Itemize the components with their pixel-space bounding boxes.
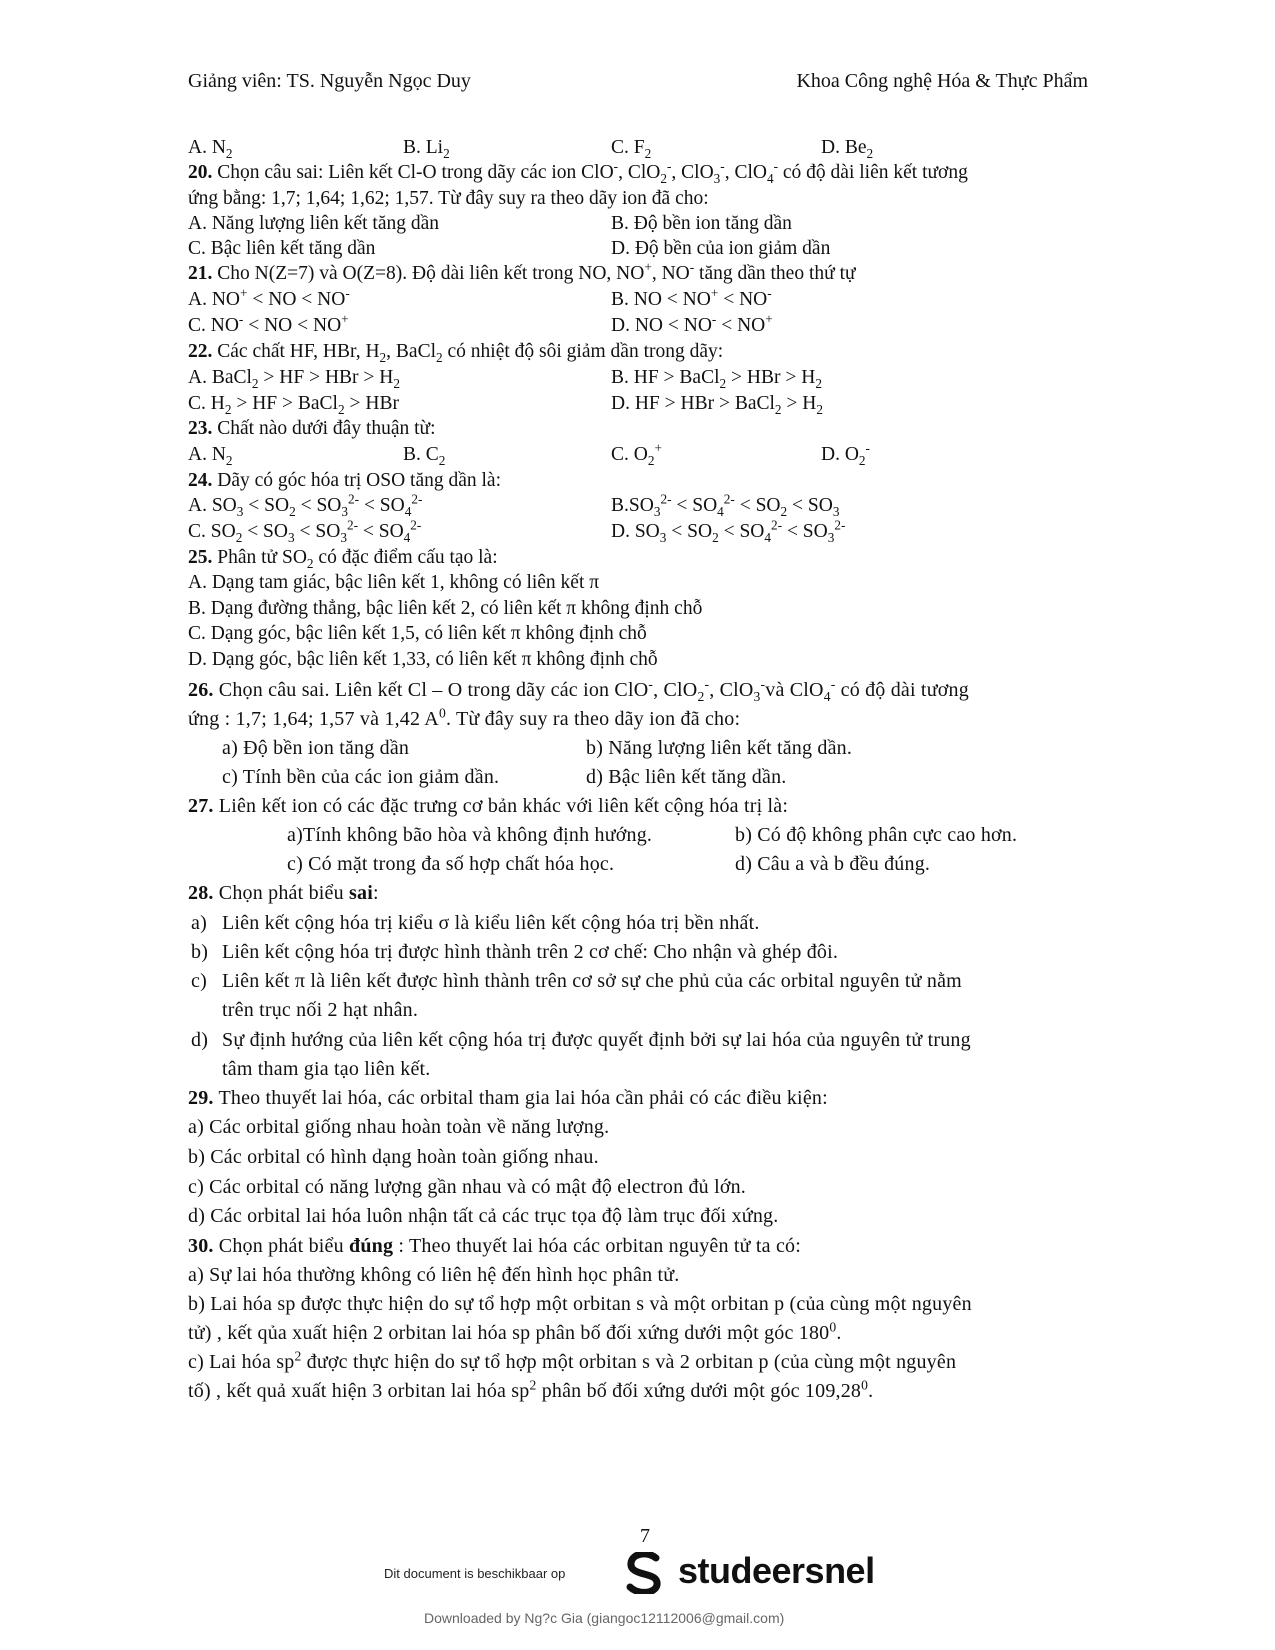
q20-question: 20. Chọn câu sai: Liên kết Cl-O trong dãy các ion ClO-, ClO$_2$-, ClO$_3$-, ClO$_4$- có độ dài liên kết tương [188,158,968,186]
q20-option-d: D. Độ bền của ion giảm dần [611,238,831,259]
q28-item-marker: a) [191,912,207,934]
q23-option-a: A. $N_2$ [188,444,233,468]
q21-question: 21. Cho N(Z=7) và O(Z=8). Độ dài liên kết trong NO, NO+, NO- tăng dần theo thứ tự [188,259,856,284]
q24-question: 24. Dãy có góc hóa trị OSO tăng dần là: [188,470,502,491]
q20-question-line2: ứng bằng: 1,7; 1,64; 1,62; 1,57. Từ đây suy ra theo dãy ion đã cho: [188,188,709,209]
q22-option-b: B. HF > BaCl$_2$ > HBr > $H_2$ [611,367,822,391]
q24-option-b: $B.SO_3^{2-} < SO_4^{2-} < SO_2 < SO_3$ [611,491,840,519]
q28-item-d: Sự định hướng của liên kết cộng hóa trị được quyết định bởi sự lai hóa của nguyên tử trung [222,1029,971,1051]
studeersnel-brand-link[interactable]: studeersnel [678,1550,875,1591]
q24-option-a: A. $SO_3 < SO_2 < SO_3^{2-} < SO_4^{2-}$ [188,491,423,519]
q26-option-d: d) Bậc liên kết tăng dần. [586,766,787,788]
footer-availability-label: Dit document is beschikbaar op [384,1566,566,1581]
q30-option-a: a) Sự lai hóa thường không có liên hệ đến hình học phân tử. [188,1264,680,1286]
q23-option-d: D. $O_2^-$ [821,440,870,468]
studeersnel-logo-icon[interactable] [626,1552,662,1594]
q21-option-c: C. NO- < NO < NO+ [188,311,349,336]
q28-item-marker: d) [191,1029,209,1051]
q30-option-c-line2: tố) , kết quả xuất hiện 3 orbitan lai hóa $sp^2$ phân bố đối xứng dưới một góc 109,28$^0$. [188,1377,874,1402]
q25-option-a: A. Dạng tam giác, bậc liên kết 1, không có liên kết π [188,572,600,593]
q28-item-c-line2: trên trục nối 2 hạt nhân. [222,999,419,1021]
q30-option-b: b) Lai hóa sp được thực hiện do sự tổ hợp một orbitan s và một orbitan p (của cùng một nguyên [188,1293,972,1315]
q26-question-line2: ứng : 1,7; 1,64; 1,57 và 1,42 $A^0$. Từ đây suy ra theo dãy ion đã cho: [188,705,741,730]
q28-item-d-line2: tâm tham gia tạo liên kết. [222,1058,431,1080]
q25-question: 25. Phân tử $SO_2$ có đặc điểm cấu tạo là: [188,547,498,571]
q20-option-b: B. Độ bền ion tăng dần [611,213,792,234]
q29-option-d: d) Các orbital lai hóa luôn nhận tất cả các trục tọa độ làm trục đối xứng. [188,1205,779,1227]
q20-option-c: C. Bậc liên kết tăng dần [188,238,376,259]
q19-option-c: C. $F_2$ [611,137,652,161]
q27-option-a: a)Tính không bão hòa và không định hướng. [287,824,653,846]
q21-option-d: D. NO < NO- < NO+ [611,311,773,336]
q24-option-c: C. $SO_2 < SO_3 < SO_3^{2-} < SO_4^{2-}$ [188,517,422,545]
q20-option-a: A. Năng lượng liên kết tăng dần [188,213,440,234]
header-lecturer: Giảng viên: TS. Nguyễn Ngọc Duy [188,70,471,92]
header-faculty: Khoa Công nghệ Hóa & Thực Phẩm [796,70,1088,92]
q23-option-c: C. $O_2^+$ [611,440,662,468]
q29-option-b: b) Các orbital có hình dạng hoàn toàn giống nhau. [188,1146,599,1168]
q29-option-c: c) Các orbital có năng lượng gần nhau và có mật độ electron đủ lớn. [188,1176,746,1198]
q19-option-d: D. $Be_2$ [821,137,874,161]
q28-item-a: Liên kết cộng hóa trị kiểu σ là kiểu liên kết cộng hóa trị bền nhất. [222,912,760,934]
q22-question: 22. Các chất HF, HBr, $H_2$, BaCl$_2$ có nhiệt độ sôi giảm dần trong dãy: [188,341,724,365]
q27-option-c: c) Có mặt trong đa số hợp chất hóa học. [287,853,615,875]
q25-option-d: D. Dạng góc, bậc liên kết 1,33, có liên kết π không định chỗ [188,649,658,670]
q28-item-marker: c) [191,970,207,992]
q19-option-b: B. $Li_2$ [403,137,450,161]
q30-option-c: c) Lai hóa $sp^2$ được thực hiện do sự tổ hợp một orbitan s và 2 orbitan p (của cùng một nguyên [188,1348,957,1373]
q26-option-a: a) Độ bền ion tăng dần [222,737,410,759]
q21-option-b: B. NO < NO+ < NO- [611,285,772,310]
q28-item-marker: b) [191,941,209,963]
q22-option-d: D. HF > HBr > BaCl$_2$ > $H_2$ [611,393,824,417]
q29-question: 29. Theo thuyết lai hóa, các orbital tham gia lai hóa cần phải có các điều kiện: [188,1087,828,1109]
q22-option-a: A. BaCl$_2$ > HF > HBr > $H_2$ [188,367,401,391]
q21-option-a: A. NO+ < NO < NO- [188,285,350,310]
q27-option-b: b) Có độ không phân cực cao hơn. [735,824,1018,846]
q28-item-c: Liên kết π là liên kết được hình thành trên cơ sở sự che phủ của các orbital nguyên tử nằm [222,970,962,992]
q26-option-c: c) Tính bền của các ion giảm dần. [222,766,500,788]
page-number: 7 [640,1525,650,1547]
q26-option-b: b) Năng lượng liên kết tăng dần. [586,737,853,759]
q22-option-c: C. $H_2$ > HF > BaCl$_2$ > HBr [188,393,399,417]
q30-option-b-line2: tử) , kết qủa xuất hiện 2 orbitan lai hóa sp phân bố đối xứng dưới một góc $180^0$. [188,1319,842,1344]
q27-question: 27. Liên kết ion có các đặc trưng cơ bản khác với liên kết cộng hóa trị là: [188,795,789,817]
download-attribution: Downloaded by Ng?c Gia (giangoc12112006@gmail.com) [424,1610,785,1626]
q25-option-c: C. Dạng góc, bậc liên kết 1,5, có liên kết π không định chỗ [188,623,647,644]
q28-question: 28. Chọn phát biểu sai: [188,882,379,904]
q30-question: 30. Chọn phát biểu đúng : Theo thuyết lai hóa các orbitan nguyên tử ta có: [188,1235,801,1257]
q29-option-a: a) Các orbital giống nhau hoàn toàn về năng lượng. [188,1116,610,1138]
q28-item-b: Liên kết cộng hóa trị được hình thành trên 2 cơ chế: Cho nhận và ghép đôi. [222,941,839,963]
q26-question: 26. Chọn câu sai. Liên kết Cl – O trong dãy các ion ClO-, ClO$_2$-, ClO$_3$-và ClO$_4$- có độ dài tương [188,676,969,704]
q25-option-b: B. Dạng đường thẳng, bậc liên kết 2, có liên kết π không định chỗ [188,598,703,619]
q19-option-a: A. $N_2$ [188,137,233,161]
q23-option-b: B. $C_2$ [403,444,446,468]
q24-option-d: D. $SO_3 < SO_2 < SO_4^{2-} < SO_3^{2-}$ [611,517,846,545]
q27-option-d: d) Câu a và b đều đúng. [735,853,931,875]
q23-question: 23. Chất nào dưới đây thuận từ: [188,418,436,439]
